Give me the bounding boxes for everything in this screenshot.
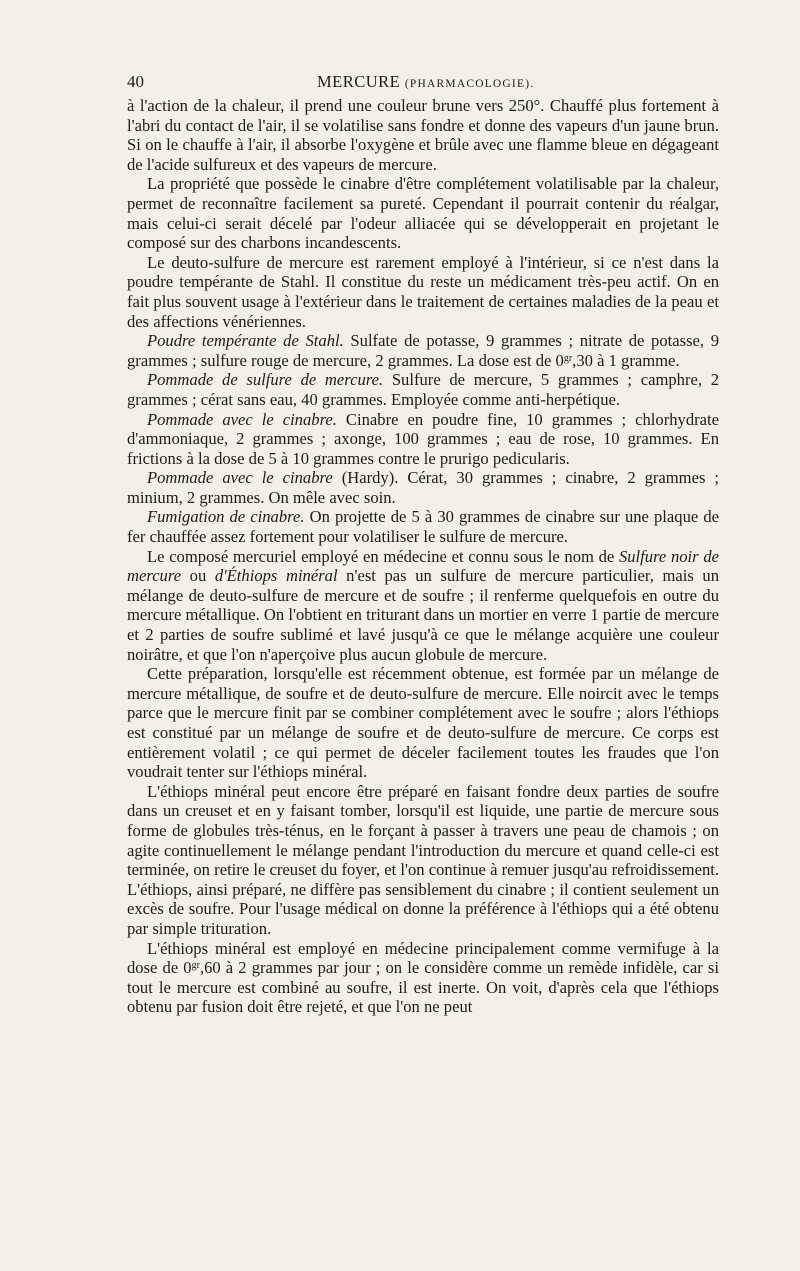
paragraph-11: L'éthiops minéral peut encore être préparé en faisant fondre deux parties de soufre dans un creuset et en y faisant tomber, lorsqu'il est liquide, une partie de mercure sous forme de globules très-ténus, en le forçant à passer à travers une peau de chamois ; on agite continuellement le mélange pendant l'introduction du mercure et quand celle-ci est terminée, on retire le creuset du foyer, et l'on continue à remuer jusqu'au refroidissement. L'éthiops, ainsi préparé, ne diffère pas sensiblement du cinabre ; il contient seulement un excès de soufre. Pour l'usage médical on donne la préférence à l'éthiops qui a été obtenu par simple trituration. [127,781,719,938]
paragraph-12-a: L'éthiops minéral est employé en médecine principalement comme vermifuge à la dose de 0 [127,938,719,978]
paragraph-pommade-cinabre-hardy [127,468,719,507]
recipe-text-pommade-cinabre: Cinabre en poudre fine, 10 grammes ; chlorhydrate d'ammoniaque, 2 grammes ; axonge, 100 grammes ; eau de rose, 10 grammes. En frictions à la dose de 5 à 10 grammes contre le prurigo pedicularis. [127,409,719,468]
unit-gramme-abbrev: gr [563,352,573,364]
unit-gramme-abbrev: gr [191,960,200,972]
term-ethiops-mineral: d'Éthiops minéral [214,566,338,586]
recipe-text-poudre-stahl-a: Sulfate de potasse, 9 grammes ; nitrate de potasse, 9 grammes ; sulfure rouge de mercure, 2 grammes. La dose est de 0 [127,331,719,370]
recipe-title-pommade-cinabre-hardy: Pommade avec le cinabre [147,468,333,488]
paragraph-10: Cette préparation, lorsqu'elle est récemment obtenue, est formée par un mélange de mercure métallique, de soufre et de deuto-sulfure de mercure. Elle noircit avec le temps parce que le mercure finit par se combiner complétement avec le soufre ; alors l'éthiops est constitué par un mélange de soufre et de deuto-sulfure de mercure. Ce corps est entièrement volatil ; ce qui permet de déceler facilement toutes les fraudes que l'on voudrait tenter sur l'éthiops minéral. [127,664,719,782]
paragraph-2: La propriété que possède le cinabre d'être complétement volatilisable par la chaleur, permet de reconnaître facilement sa pureté. Cependant il pourrait contenir du réalgar, mais celui-ci serait décelé par l'odeur alliacée qui se développerait en projetant le composé sur des charbons incandescents. [127,174,719,253]
running-title [317,70,534,96]
running-title-subtitle: (PHARMACOLOGIE). [404,78,535,90]
body-text [127,96,719,1017]
paragraph-12 [127,939,719,1017]
ethiops-intro-c: n'est pas un sulfure de mercure particulier, mais un mélange de deuto-sulfure de mercure et de soufre ; il renferme quelquefois en outre du mercure métallique. On l'obtient en triturant dans un mortier en verre 1 partie de mercure et 2 parties de soufre sublimé et lavé jusqu'à ce que le mélange acquière une couleur noirâtre, et que l'on n'aperçoive plus aucun globule de mercure. [127,566,719,664]
recipe-text-pommade-sulfure: Sulfure de mercure, 5 grammes ; camphre, 2 grammes ; cérat sans eau, 40 grammes. Employée comme anti-herpétique. [127,370,719,409]
ethiops-intro-b: ou [181,566,215,586]
paragraph-fumigation [127,507,719,546]
term-sulfure-noir: Sulfure noir de mercure [127,546,719,586]
paragraph-1: à l'action de la chaleur, il prend une couleur brune vers 250°. Chauffé plus fortement à l'abri du contact de l'air, il se volatilise sans fondre et donne des vapeurs d'un jaune brun. Si on le chauffe à l'air, il absorbe l'oxygène et brûle avec une flamme bleue en dégageant de l'acide sulfureux et des vapeurs de mercure. [127,96,719,174]
paragraph-pommade-cinabre [127,410,719,469]
paragraph-3: Le deuto-sulfure de mercure est rarement employé à l'intérieur, si ce n'est dans la poudre tempérante de Stahl. Il constitue du reste un médicament très-peu actif. On en fait plus souvent usage à l'extérieur dans le traitement de certaines maladies de la peau et des affections vénériennes. [127,252,719,331]
recipe-text-poudre-stahl-b: ,30 à 1 gramme. [572,350,680,370]
running-title-main: MERCURE [317,72,401,91]
recipe-title-pommade-sulfure: Pommade de sulfure de mercure. [147,370,384,390]
paragraph-poudre-stahl [127,331,719,370]
recipe-title-fumigation: Fumigation de cinabre. [147,507,305,527]
paragraph-12-b: ,60 à 2 grammes par jour ; on le considère comme un remède infidèle, car si tout le mercure est combiné au soufre, il est inerte. On voit, d'après cela que l'éthiops obtenu par fusion doit être rejeté, et que l'on ne peut [127,958,719,1017]
recipe-text-fumigation: On projette de 5 à 30 grammes de cinabre sur une plaque de fer chauffée assez fortement pour volatiliser le sulfure de mercure. [127,507,719,547]
recipe-text-pommade-cinabre-hardy: (Hardy). Cérat, 30 grammes ; cinabre, 2 grammes ; minium, 2 grammes. On mêle avec soin. [127,468,719,507]
paragraph-ethiops-intro [127,547,719,665]
page-number: 40 [127,72,144,91]
page-header [127,70,712,94]
ethiops-intro-a: Le composé mercuriel employé en médecine et connu sous le nom de [147,546,619,566]
recipe-title-pommade-cinabre: Pommade avec le cinabre. [147,409,337,429]
recipe-title-poudre-stahl: Poudre tempérante de Stahl. [147,331,344,351]
paragraph-pommade-sulfure [127,370,719,409]
